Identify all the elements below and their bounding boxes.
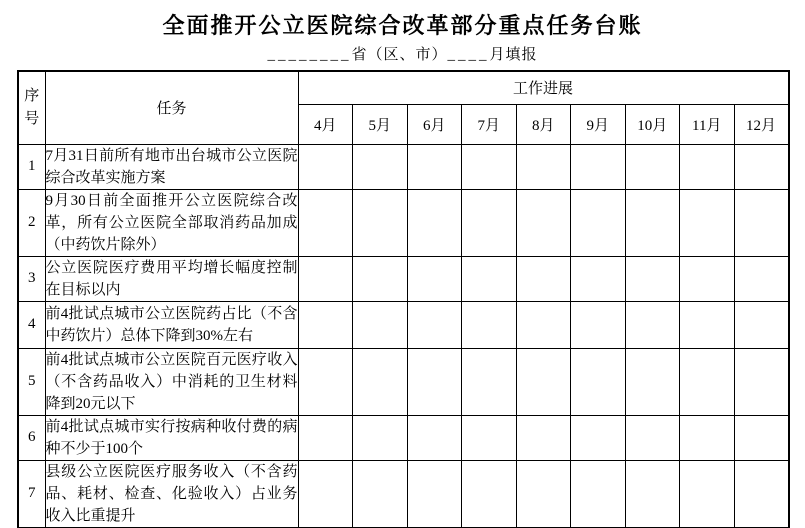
- column-header-task: 任务: [45, 71, 298, 144]
- task-cell: 县级公立医院医疗服务收入（不含药品、耗材、检查、化验收入）占业务收入比重提升: [45, 460, 298, 528]
- progress-cell: [516, 460, 571, 528]
- table-row: [18, 301, 789, 348]
- progress-cell: [407, 460, 462, 528]
- progress-cell: [407, 189, 462, 256]
- progress-cell: [625, 144, 680, 189]
- column-header-month-nov: 11月: [680, 104, 735, 144]
- task-ledger-table: [17, 70, 790, 528]
- table-row: [18, 415, 789, 460]
- progress-cell: [407, 301, 462, 348]
- progress-cell: [680, 301, 735, 348]
- progress-cell: [680, 256, 735, 301]
- progress-cell: [298, 256, 353, 301]
- table-row: [18, 189, 789, 256]
- progress-cell: [625, 415, 680, 460]
- progress-cell: [462, 460, 517, 528]
- province-label: 省（区、市）: [351, 47, 448, 63]
- progress-cell: [407, 348, 462, 415]
- column-header-month-jul: 7月: [462, 104, 517, 144]
- serial-cell: 2: [18, 189, 45, 256]
- column-header-serial: 序号: [18, 71, 45, 144]
- progress-cell: [407, 256, 462, 301]
- task-cell: 前4批试点城市公立医院药占比（不含中药饮片）总体下降到30%左右: [45, 301, 298, 348]
- column-header-month-apr: 4月: [298, 104, 353, 144]
- table-row: [18, 256, 789, 301]
- progress-cell: [407, 144, 462, 189]
- province-blank: ________: [267, 47, 352, 63]
- column-header-month-may: 5月: [353, 104, 408, 144]
- progress-cell: [353, 348, 408, 415]
- progress-cell: [353, 144, 408, 189]
- progress-cell: [625, 460, 680, 528]
- column-header-month-sep: 9月: [571, 104, 626, 144]
- progress-cell: [625, 348, 680, 415]
- column-header-month-dec: 12月: [734, 104, 789, 144]
- progress-cell: [571, 348, 626, 415]
- progress-cell: [734, 301, 789, 348]
- serial-cell: 4: [18, 301, 45, 348]
- task-cell: 7月31日前所有地市出台城市公立医院综合改革实施方案: [45, 144, 298, 189]
- progress-cell: [571, 415, 626, 460]
- progress-cell: [734, 144, 789, 189]
- progress-cell: [298, 460, 353, 528]
- serial-cell: 5: [18, 348, 45, 415]
- serial-cell: 6: [18, 415, 45, 460]
- progress-cell: [516, 144, 571, 189]
- progress-cell: [298, 189, 353, 256]
- progress-cell: [353, 415, 408, 460]
- progress-cell: [625, 189, 680, 256]
- progress-cell: [734, 189, 789, 256]
- task-cell: 9月30日前全面推开公立医院综合改革，所有公立医院全部取消药品加成（中药饮片除外）: [45, 189, 298, 256]
- progress-cell: [462, 256, 517, 301]
- progress-cell: [734, 348, 789, 415]
- report-subtitle: [0, 43, 805, 64]
- progress-cell: [571, 256, 626, 301]
- progress-cell: [298, 348, 353, 415]
- progress-cell: [734, 415, 789, 460]
- table-row: [18, 460, 789, 528]
- progress-cell: [680, 348, 735, 415]
- table-row: [18, 348, 789, 415]
- column-header-progress: 工作进展: [298, 71, 789, 104]
- column-header-month-aug: 8月: [516, 104, 571, 144]
- serial-cell: 7: [18, 460, 45, 528]
- progress-cell: [462, 415, 517, 460]
- progress-cell: [462, 301, 517, 348]
- column-header-month-jun: 6月: [407, 104, 462, 144]
- page-title: 全面推开公立医院综合改革部分重点任务台账: [162, 13, 643, 38]
- progress-cell: [298, 415, 353, 460]
- progress-cell: [625, 301, 680, 348]
- progress-cell: [516, 256, 571, 301]
- progress-cell: [353, 256, 408, 301]
- progress-cell: [353, 301, 408, 348]
- progress-cell: [516, 189, 571, 256]
- progress-cell: [353, 460, 408, 528]
- progress-cell: [680, 144, 735, 189]
- progress-cell: [516, 415, 571, 460]
- column-header-month-oct: 10月: [625, 104, 680, 144]
- progress-cell: [571, 460, 626, 528]
- progress-cell: [680, 460, 735, 528]
- progress-cell: [462, 189, 517, 256]
- serial-cell: 1: [18, 144, 45, 189]
- progress-cell: [516, 348, 571, 415]
- month-blank: ____: [447, 47, 490, 63]
- progress-cell: [571, 301, 626, 348]
- progress-cell: [571, 189, 626, 256]
- progress-cell: [571, 144, 626, 189]
- progress-cell: [462, 144, 517, 189]
- progress-cell: [680, 189, 735, 256]
- table-row: [18, 144, 789, 189]
- serial-cell: 3: [18, 256, 45, 301]
- progress-cell: [298, 144, 353, 189]
- progress-cell: [462, 348, 517, 415]
- progress-cell: [734, 256, 789, 301]
- report-suffix-label: 月填报: [489, 47, 538, 63]
- progress-cell: [680, 415, 735, 460]
- progress-cell: [298, 301, 353, 348]
- progress-cell: [516, 301, 571, 348]
- task-cell: 前4批试点城市公立医院百元医疗收入（不含药品收入）中消耗的卫生材料降到20元以下: [45, 348, 298, 415]
- task-cell: 公立医院医疗费用平均增长幅度控制在目标以内: [45, 256, 298, 301]
- progress-cell: [353, 189, 408, 256]
- task-cell: 前4批试点城市实行按病种收付费的病种不少于100个: [45, 415, 298, 460]
- progress-cell: [625, 256, 680, 301]
- progress-cell: [407, 415, 462, 460]
- progress-cell: [734, 460, 789, 528]
